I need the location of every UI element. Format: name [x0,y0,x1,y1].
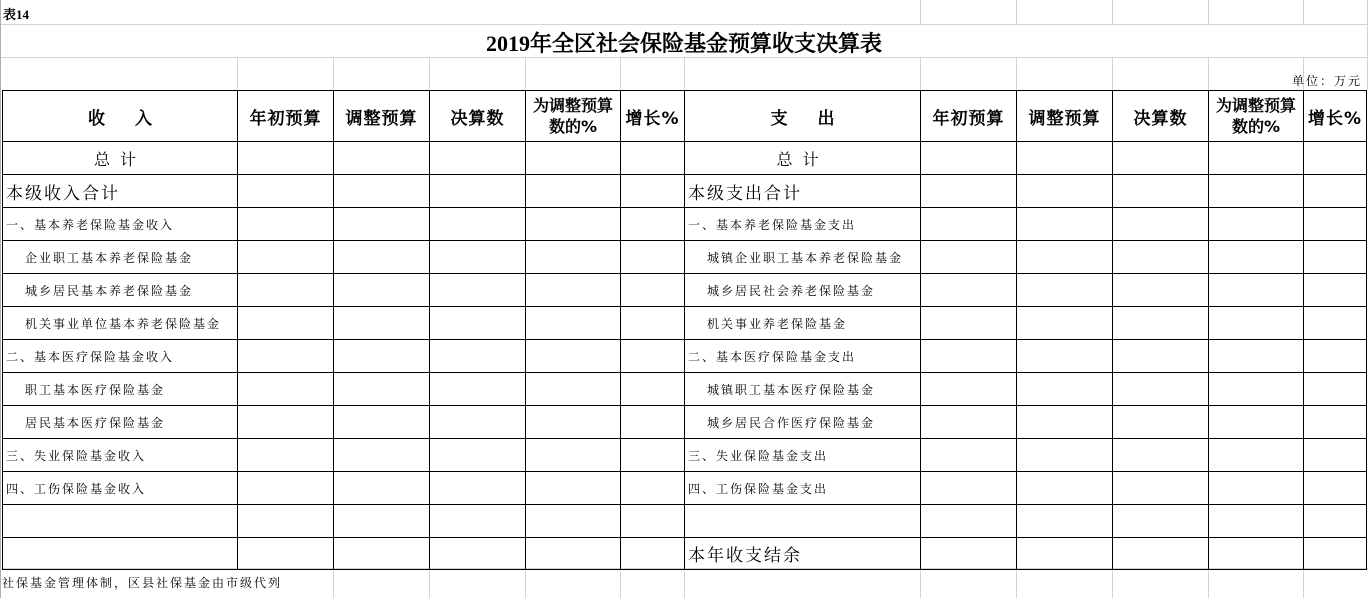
table-cell[interactable] [1113,274,1209,307]
table-cell[interactable] [1304,241,1367,274]
table-cell[interactable] [621,274,685,307]
table-cell[interactable] [1113,439,1209,472]
expense-item-label: 城乡居民合作医疗保险基金 [685,406,921,439]
table-cell[interactable] [921,175,1017,208]
table-cell[interactable] [238,142,334,175]
table-cell[interactable] [1304,406,1367,439]
table-cell[interactable] [526,340,621,373]
income-item-label: 职工基本医疗保险基金 [3,373,238,406]
table-cell[interactable] [621,406,685,439]
final-accounts-header: 决算数 [1113,91,1209,142]
table-cell[interactable] [1017,142,1113,175]
table-cell[interactable] [430,505,526,538]
table-cell[interactable] [430,241,526,274]
table-cell[interactable] [430,175,526,208]
income-item-label: 机关事业单位基本养老保险基金 [3,307,238,340]
table-cell[interactable] [1113,406,1209,439]
table-cell[interactable] [621,373,685,406]
expense-item-label: 机关事业养老保险基金 [685,307,921,340]
table-cell[interactable] [526,175,621,208]
table-cell[interactable] [238,505,334,538]
table-cell[interactable] [1113,472,1209,505]
gridline [1303,0,1304,24]
table-cell[interactable] [1304,274,1367,307]
table-cell[interactable] [334,505,430,538]
table-cell[interactable] [238,274,334,307]
page-title: 2019年全区社会保险基金预算收支决算表 [485,31,882,56]
gridline [1112,0,1113,24]
table-cell[interactable] [1209,373,1304,406]
table-cell[interactable] [621,208,685,241]
table-cell[interactable] [1304,307,1367,340]
gridline [429,57,430,90]
final-accounts-header: 决算数 [430,91,526,142]
table-cell[interactable] [1209,505,1304,538]
table-cell[interactable] [526,307,621,340]
table-cell[interactable] [1209,307,1304,340]
table-cell[interactable] [526,208,621,241]
expense-item-label: 城镇职工基本医疗保险基金 [685,373,921,406]
table-cell[interactable] [334,406,430,439]
total-row [3,142,1367,175]
table-cell[interactable] [1209,439,1304,472]
gridline [920,57,921,90]
pct-of-adjusted-header: 为调整预算数的% [1209,91,1304,142]
growth-header: 增长% [1304,91,1367,142]
table-row [3,373,1367,406]
table-cell[interactable] [238,373,334,406]
table-cell[interactable] [621,505,685,538]
table-cell[interactable] [334,274,430,307]
growth-header: 增长% [621,91,685,142]
table-cell[interactable] [334,142,430,175]
table-cell[interactable] [1209,142,1304,175]
gridline [920,568,921,598]
table-cell[interactable] [621,340,685,373]
unit-label: 单位：万元 [1291,74,1362,88]
gridline [1208,0,1209,24]
table-cell[interactable] [334,307,430,340]
gridline [684,57,685,90]
table-cell[interactable] [1304,505,1367,538]
income-item-label: 二、基本医疗保险基金收入 [3,340,238,373]
table-cell[interactable] [430,340,526,373]
table-cell[interactable] [1209,208,1304,241]
table-row [3,505,1367,538]
table-cell[interactable] [430,439,526,472]
table-cell[interactable] [430,274,526,307]
table-cell[interactable] [238,439,334,472]
table-cell[interactable] [1209,340,1304,373]
table-cell[interactable] [526,472,621,505]
table-cell[interactable] [430,538,526,570]
table-cell[interactable] [334,175,430,208]
table-cell[interactable] [921,505,1017,538]
table-cell[interactable] [430,142,526,175]
table-cell[interactable] [238,538,334,570]
gridline [1016,57,1017,90]
table-cell[interactable] [526,241,621,274]
table-cell[interactable] [621,538,685,570]
gridline [237,57,238,90]
table-cell[interactable] [238,208,334,241]
table-cell[interactable] [921,340,1017,373]
footnote: 社保基金管理体制，区县社保基金由市级代列 [2,576,283,590]
total-label: 总计 [3,142,238,175]
table-cell[interactable] [334,208,430,241]
table-cell[interactable] [1113,505,1209,538]
gridline [429,568,430,598]
income-item-label: 一、基本养老保险基金收入 [3,208,238,241]
table-cell[interactable] [921,208,1017,241]
initial-budget-header: 年初预算 [238,91,334,142]
gridline [333,568,334,598]
table-cell[interactable] [921,241,1017,274]
table-cell[interactable] [1209,274,1304,307]
subtotal-row [3,175,1367,208]
table-cell[interactable] [921,307,1017,340]
table-cell[interactable] [238,241,334,274]
table-cell[interactable] [621,175,685,208]
table-cell[interactable] [430,373,526,406]
table-cell[interactable] [1017,274,1113,307]
table-cell[interactable] [1017,439,1113,472]
table-cell[interactable] [1209,538,1304,570]
table-cell[interactable] [430,406,526,439]
expense-subtotal-label: 本级支出合计 [685,175,921,208]
table-cell[interactable] [621,241,685,274]
expense-item-label: 城乡居民社会养老保险基金 [685,274,921,307]
gridline [920,0,921,24]
gridline [1303,568,1304,598]
table-cell[interactable] [238,406,334,439]
table-cell[interactable] [1113,142,1209,175]
table-cell[interactable] [1017,505,1113,538]
table-cell[interactable] [621,472,685,505]
table-cell[interactable] [1113,340,1209,373]
table-row [3,340,1367,373]
table-row [3,406,1367,439]
table-row [3,274,1367,307]
table-cell[interactable] [526,142,621,175]
table-cell[interactable] [1113,241,1209,274]
gridline [525,57,526,90]
table-cell[interactable] [1304,472,1367,505]
budget-table [2,90,1367,570]
gridline [1112,57,1113,90]
table-cell[interactable] [1209,406,1304,439]
gridline [1016,568,1017,598]
table-row [3,472,1367,505]
adjusted-budget-header: 调整预算 [334,91,430,142]
table-cell[interactable] [334,439,430,472]
balance-label: 本年收支结余 [685,538,921,570]
table-cell[interactable] [1304,340,1367,373]
income-item-label: 企业职工基本养老保险基金 [3,241,238,274]
gridline [620,57,621,90]
table-cell[interactable] [238,175,334,208]
expense-item-label: 四、工伤保险基金支出 [685,472,921,505]
table-cell[interactable] [921,142,1017,175]
table-cell[interactable] [334,340,430,373]
expense-header: 支出 [685,91,921,142]
table-cell[interactable] [3,505,238,538]
table-cell[interactable] [1113,373,1209,406]
table-cell[interactable] [1017,241,1113,274]
table-cell[interactable] [1017,406,1113,439]
expense-item-label: 一、基本养老保险基金支出 [685,208,921,241]
pct-of-adjusted-header: 为调整预算数的% [526,91,621,142]
table-cell[interactable] [621,307,685,340]
table-cell[interactable] [921,274,1017,307]
table-cell[interactable] [526,505,621,538]
income-header: 收入 [3,91,238,142]
table-cell[interactable] [334,472,430,505]
table-cell[interactable] [1209,241,1304,274]
table-cell[interactable] [1209,472,1304,505]
table-cell[interactable] [526,373,621,406]
table-cell[interactable] [526,538,621,570]
table-row [3,241,1367,274]
table-cell[interactable] [334,241,430,274]
table-cell[interactable] [430,208,526,241]
initial-budget-header: 年初预算 [921,91,1017,142]
gridline [1208,568,1209,598]
table-row [3,439,1367,472]
table-cell[interactable] [621,439,685,472]
table-cell[interactable] [1209,175,1304,208]
table-cell[interactable] [1113,208,1209,241]
table-cell[interactable] [238,340,334,373]
table-cell[interactable] [921,439,1017,472]
income-item-label: 三、失业保险基金收入 [3,439,238,472]
table-cell[interactable] [921,373,1017,406]
gridline [1208,57,1209,90]
table-cell[interactable] [1304,439,1367,472]
gridline [684,568,685,598]
table-cell[interactable] [921,538,1017,570]
income-item-label: 城乡居民基本养老保险基金 [3,274,238,307]
income-subtotal-label: 本级收入合计 [3,175,238,208]
table-row [3,208,1367,241]
table-cell[interactable] [621,142,685,175]
gridline [0,24,1368,25]
table-cell[interactable] [1017,307,1113,340]
table-cell[interactable] [1304,538,1367,570]
table-cell[interactable] [1017,208,1113,241]
income-item-label: 四、工伤保险基金收入 [3,472,238,505]
gridline [1112,568,1113,598]
expense-item-label: 城镇企业职工基本养老保险基金 [685,241,921,274]
table-cell[interactable] [430,307,526,340]
table-cell[interactable] [1017,472,1113,505]
gridline [620,568,621,598]
gridline [1016,0,1017,24]
table-cell[interactable] [1113,175,1209,208]
balance-row [3,538,1367,570]
table-row [3,307,1367,340]
total-label: 总计 [685,142,921,175]
table-cell[interactable] [1017,538,1113,570]
table-cell[interactable] [685,505,921,538]
table-cell[interactable] [334,373,430,406]
table-cell[interactable] [1304,175,1367,208]
table-cell[interactable] [3,538,238,570]
table-number: 表14 [3,7,30,22]
gridline [0,0,1,598]
table-cell[interactable] [430,472,526,505]
table-cell[interactable] [1113,538,1209,570]
expense-item-label: 三、失业保险基金支出 [685,439,921,472]
table-cell[interactable] [1017,175,1113,208]
header-row [3,91,1367,142]
gridline [333,57,334,90]
table-cell[interactable] [1304,142,1367,175]
table-cell[interactable] [526,439,621,472]
table-cell[interactable] [1304,208,1367,241]
table-cell[interactable] [921,406,1017,439]
table-cell[interactable] [334,538,430,570]
income-item-label: 居民基本医疗保险基金 [3,406,238,439]
table-cell[interactable] [238,472,334,505]
table-cell[interactable] [1113,307,1209,340]
table-cell[interactable] [1017,340,1113,373]
table-cell[interactable] [526,274,621,307]
table-cell[interactable] [921,472,1017,505]
adjusted-budget-header: 调整预算 [1017,91,1113,142]
table-cell[interactable] [1017,373,1113,406]
gridline [525,568,526,598]
table-cell[interactable] [526,406,621,439]
table-cell[interactable] [238,307,334,340]
expense-item-label: 二、基本医疗保险基金支出 [685,340,921,373]
table-cell[interactable] [1304,373,1367,406]
